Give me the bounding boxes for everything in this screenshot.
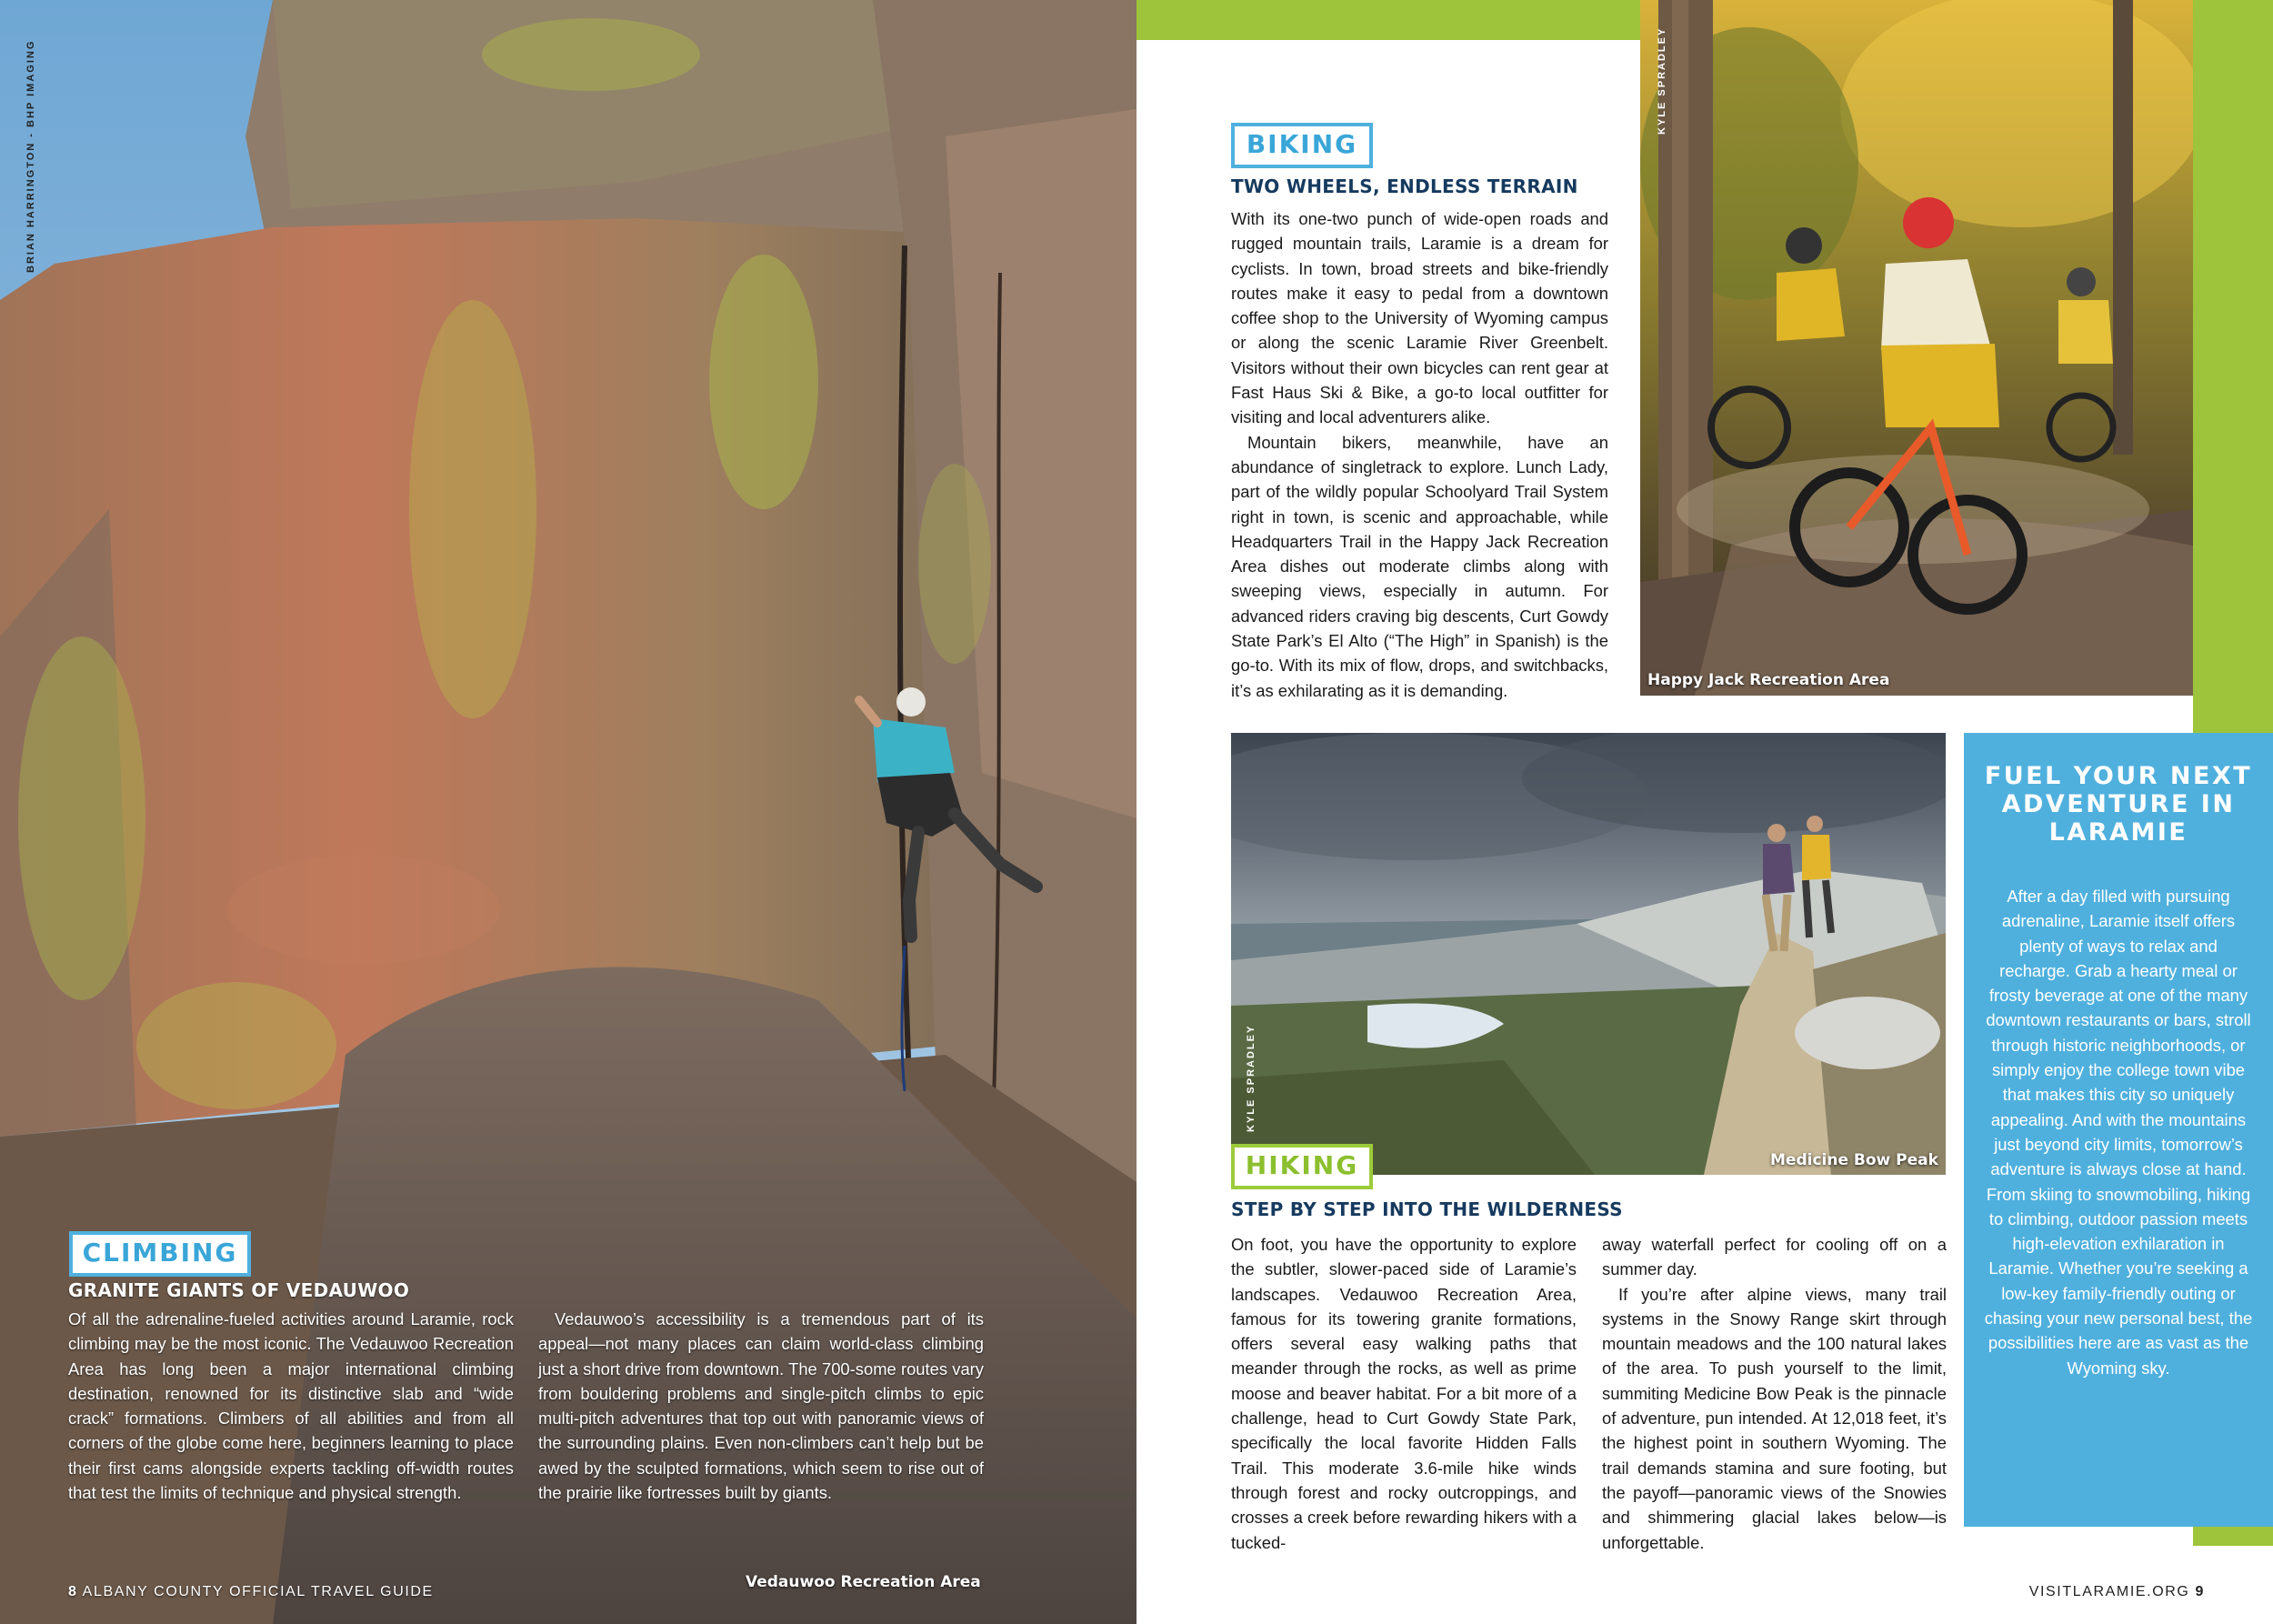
photo-caption-medicine-bow: Medicine Bow Peak <box>1770 1151 1938 1169</box>
hiking-photo <box>1231 733 1946 1175</box>
biking-paragraph-1: With its one-two punch of wide-open roads and rugged mountain trails, Laramie is a dream for cyclists. In town, broad streets and bike-friendly routes make it easy to pedal from a downtown coffee shop to the University of Wyoming campus or along the scenic Laramie River Greenbelt. Visitors without their own bicycles can rent gear at Fast Haus Ski & Bike, a go-to local outfitter for visiting and local adventurers alike. <box>1231 209 1608 427</box>
left-page <box>0 0 1136 1624</box>
section-tag-biking: BIKING <box>1231 123 1373 168</box>
subtitle-hiking: STEP BY STEP INTO THE WILDERNESS <box>1231 1198 1623 1220</box>
biking-photo <box>1640 0 2193 696</box>
photo-credit: BRIAN HARRINGTON - BHP IMAGING <box>25 39 36 273</box>
hiking-paragraph: On foot, you have the opportunity to explore the subtler, slower-paced side of Laramie’s landscapes. Vedauwoo Recreation Area, famous for its towering granite formations, offers several easy walking paths that meander through the rocks, as well as prime moose and beaver habitat. For a bit more of a challenge, head to Curt Gowdy State Park, specifically the local favorite Hidden Falls Trail. This moderate 3.6-mile hike winds through forest and rocky outcroppings, and crosses a creek before rewarding hikers with a tucked- <box>1231 1235 1577 1552</box>
section-tag-climbing: CLIMBING <box>69 1231 251 1277</box>
climbing-column-2 <box>538 1307 984 1505</box>
photo-credit-biking: KYLE SPRADLEY <box>1657 26 1667 135</box>
publication-name: ALBANY COUNTY OFFICIAL TRAVEL GUIDE <box>82 1584 434 1599</box>
page-number: 8 <box>68 1584 78 1599</box>
sidebar-body: After a day filled with pursuing adrenaline, Laramie itself offers plenty of ways to relax and recharge. Grab a hearty meal or frosty beverage at one of the many downtown restaurants or bars, stroll through historic neighborhoods, or simply enjoy the college town vibe that makes this city so uniquely appealing. And with the mountains just beyond city limits, tomorrow’s adventure is always close at hand. From skiing to snowmobiling, hiking to climbing, outdoor passion meets high-elevation exhilaration in Laramie. Whether you’re seeking a low-key family-friendly outing or chasing your new personal best, the possibilities here are as vast as the Wyoming sky. <box>1984 887 2253 1378</box>
climbing-paragraph: Vedauwoo’s accessibility is a tremendous part of its appeal—not many places can claim world-class climbing just a short drive from downtown. The 700-some routes vary from bouldering problems and single-pitch climbs to epic multi-pitch adventures that top out with panoramic views of the surrounding plains. Even non-climbers can’t help but be awed by the sculpted formations, which seem to rise out of the prairie like fortresses built by giants. <box>538 1309 984 1503</box>
sidebar-title: FUEL YOUR NEXT ADVENTURE IN LARAMIE <box>1984 762 2253 847</box>
right-folio <box>2029 1584 2205 1600</box>
climbing-paragraph: Of all the adrenaline-fueled activities around Laramie, rock climbing may be the most iconic. The Vedauwoo Recreation Area has long been a major international climbing destination, renowned for its distinctive slab and “wide crack” formations. Climbers of all abilities and from all corners of the globe come here, beginners learning to place their first cams alongside experts tackling off-width routes that test the limits of technique and physical strength. <box>68 1309 514 1503</box>
left-folio <box>68 1584 434 1600</box>
section-tag-hiking: HIKING <box>1231 1144 1373 1189</box>
subtitle-climbing: GRANITE GIANTS OF VEDAUWOO <box>68 1279 410 1301</box>
climbing-column-1 <box>68 1307 514 1505</box>
page-number: 9 <box>2195 1584 2205 1599</box>
hiking-paragraph: If you’re after alpine views, many trail systems in the Snowy Range skirt through mountain meadows and the 100 natural lakes of the area. To push yourself to the limit, summiting Medicine Bow Peak is the pinnacle of adventure, pun intended. At 12,018 feet, it’s the highest point in southern Wyoming. The trail demands stamina and sure footing, but the payoff—panoramic views of the Snowies and shimmering glacial lakes below—is unforgettable. <box>1602 1284 1947 1552</box>
photo-caption-happy-jack: Happy Jack Recreation Area <box>1647 671 1890 689</box>
biking-column <box>1231 206 1608 703</box>
hiking-column-1 <box>1231 1232 1577 1555</box>
hiking-paragraph: away waterfall perfect for cooling off on a summer day. <box>1602 1235 1947 1279</box>
sidebar-fuel-your-adventure <box>1964 733 2273 1527</box>
hiking-column-2 <box>1602 1232 1947 1555</box>
photo-credit-hiking: KYLE SPRADLEY <box>1246 1024 1257 1132</box>
biking-paragraph-2: Mountain bikers, meanwhile, have an abundance of singletrack to explore. Lunch Lady, part of the wildly popular Schoolyard Trail System right in town, is scenic and approachable, while Headquarters Trail in the Happy Jack Recreation Area dishes out moderate climbs along with sweeping views, especially in autumn. For advanced riders craving big descents, Curt Gowdy State Park’s El Alto (“The High” in Spanish) is the go-to. With its mix of flow, drops, and switchbacks, it’s as exhilarating as it is demanding. <box>1231 432 1608 700</box>
website-url: VISITLARAMIE.ORG <box>2028 1584 2190 1599</box>
subtitle-biking: TWO WHEELS, ENDLESS TERRAIN <box>1231 175 1578 197</box>
photo-caption-vedauwoo: Vedauwoo Recreation Area <box>746 1573 981 1591</box>
